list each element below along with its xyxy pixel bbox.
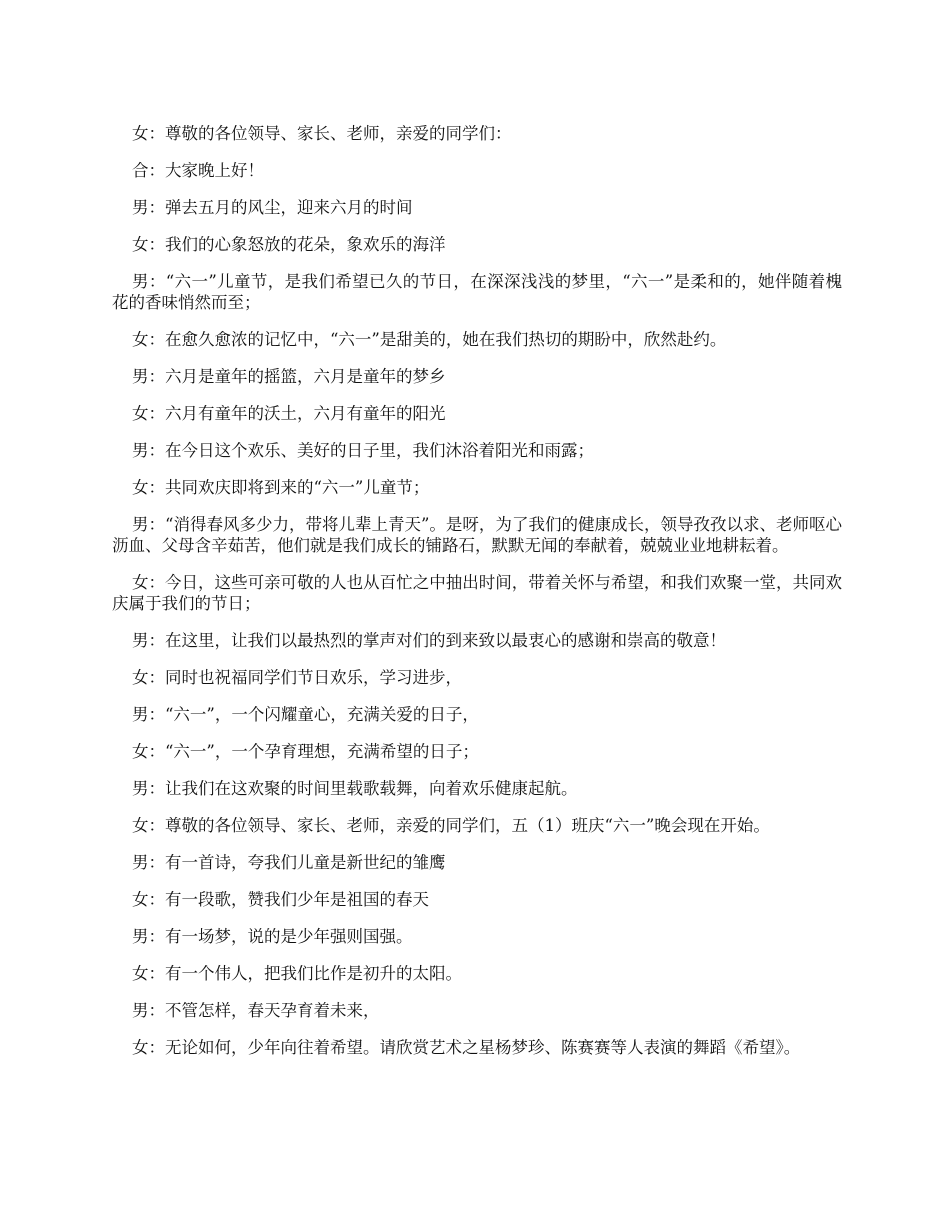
paragraph: 男：六月是童年的摇篮，六月是童年的梦乡 bbox=[132, 367, 446, 386]
paragraph: 男：不管怎样，春天孕育着未来， bbox=[132, 1001, 380, 1020]
paragraph: 女：共同欢庆即将到来的“六一”儿童节； bbox=[132, 478, 430, 497]
document-body bbox=[112, 123, 842, 1074]
paragraph: 男：在今日这个欢乐、美好的日子里，我们沐浴着阳光和雨露； bbox=[132, 441, 594, 460]
paragraph: 女：在愈久愈浓的记忆中，“六一”是甜美的，她在我们热切的期盼中，欣然赴约。 bbox=[132, 330, 727, 349]
paragraph: 男：在这里，让我们以最热烈的掌声对们的到来致以最衷心的感谢和崇高的敬意！ bbox=[132, 631, 726, 650]
paragraph: 男：弹去五月的风尘，迎来六月的时间 bbox=[132, 198, 413, 217]
paragraph: 男：“六一”，一个闪耀童心，充满关爱的日子， bbox=[132, 705, 479, 724]
paragraph: 女：无论如何，少年向往着希望。请欣赏艺术之星杨梦珍、陈赛赛等人表演的舞蹈《希望》。 bbox=[132, 1038, 801, 1057]
paragraph: 女：同时也祝福同学们节日欢乐，学习进步， bbox=[132, 668, 462, 687]
paragraph: 男：有一场梦，说的是少年强则国强。 bbox=[132, 927, 413, 946]
paragraph: 女：尊敬的各位领导、家长、老师，亲爱的同学们： bbox=[132, 124, 512, 143]
paragraph: 女：我们的心象怒放的花朵，象欢乐的海洋 bbox=[132, 235, 446, 254]
paragraph: 合：大家晚上好！ bbox=[132, 161, 264, 180]
paragraph: 女：今日，这些可亲可敬的人也从百忙之中抽出时间，带着关怀与希望，和我们欢聚一堂，共同欢庆属于我们的节日； bbox=[112, 573, 842, 613]
paragraph: 男：“六一”儿童节，是我们希望已久的节日，在深深浅浅的梦里，“六一”是柔和的，她伴随着槐花的香味悄然而至； bbox=[112, 272, 842, 312]
paragraph: 女：“六一”，一个孕育理想，充满希望的日子； bbox=[132, 742, 479, 761]
paragraph: 男：有一首诗，夸我们儿童是新世纪的雏鹰 bbox=[132, 853, 446, 872]
paragraph: 女：有一段歌，赞我们少年是祖国的春天 bbox=[132, 890, 429, 909]
paragraph: 女：尊敬的各位领导、家长、老师，亲爱的同学们，五（1）班庆“六一”晚会现在开始。 bbox=[132, 816, 770, 835]
paragraph: 女：六月有童年的沃土，六月有童年的阳光 bbox=[132, 404, 446, 423]
paragraph: 男：“消得春风多少力，带将儿辈上青天”。是呀，为了我们的健康成长，领导孜孜以求、老师呕心沥血、父母含辛茹苦，他们就是我们成长的铺路石，默默无闻的奉献着，兢兢业业地耕耘着。 bbox=[112, 515, 842, 555]
paragraph: 女：有一个伟人，把我们比作是初升的太阳。 bbox=[132, 964, 462, 983]
paragraph: 男：让我们在这欢聚的时间里载歌载舞，向着欢乐健康起航。 bbox=[132, 779, 578, 798]
